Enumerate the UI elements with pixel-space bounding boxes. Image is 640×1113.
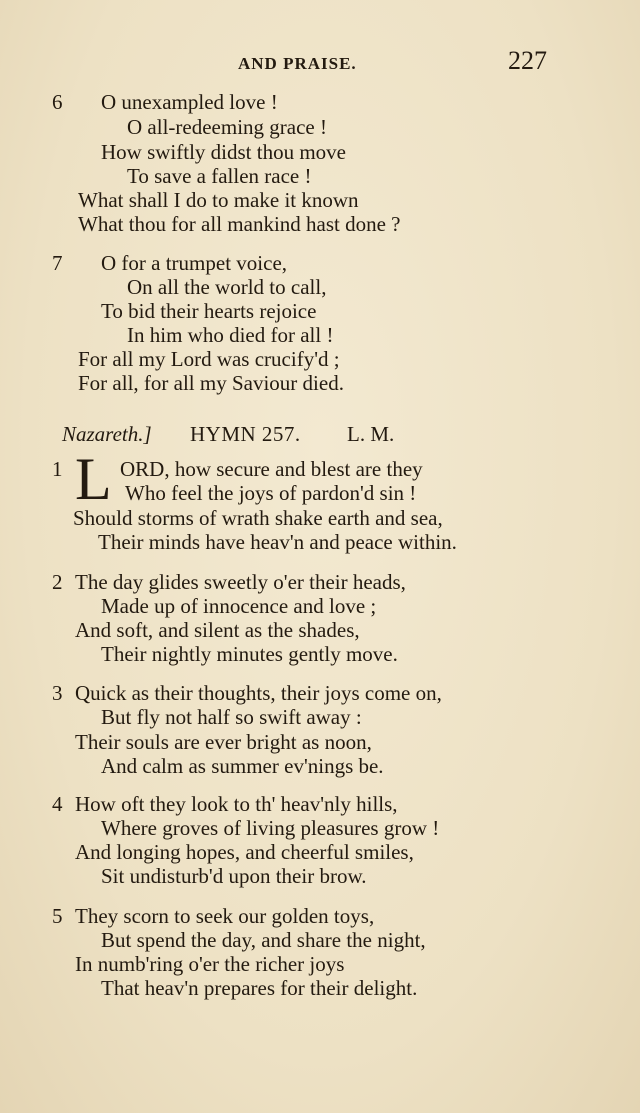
verse-line: Made up of innocence and love ; xyxy=(101,594,377,618)
verse-line: ORD, how secure and blest are they xyxy=(120,457,423,481)
verse-line: What shall I do to make it known xyxy=(78,188,359,212)
hymn-number: HYMN 257. xyxy=(190,422,301,446)
verse-line: O unexampled love ! xyxy=(101,90,278,114)
verse-line: What thou for all mankind hast done ? xyxy=(78,212,401,236)
stanza-number: 5 xyxy=(52,904,63,928)
verse-line: Their souls are ever bright as noon, xyxy=(75,730,372,754)
verse-line: How oft they look to th' heav'nly hills, xyxy=(75,792,398,816)
stanza-number: 6 xyxy=(52,90,63,114)
verse-line: But fly not half so swift away : xyxy=(101,705,362,729)
verse-line: But spend the day, and share the night, xyxy=(101,928,426,952)
verse-line: On all the world to call, xyxy=(127,275,327,299)
verse-line: For all my Lord was crucify'd ; xyxy=(78,347,340,371)
page-number: 227 xyxy=(508,46,547,75)
stanza-number: 4 xyxy=(52,792,63,816)
verse-line: Where groves of living pleasures grow ! xyxy=(101,816,440,840)
verse-line: How swiftly didst thou move xyxy=(101,140,346,164)
verse-line: The day glides sweetly o'er their heads, xyxy=(75,570,406,594)
verse-line: And longing hopes, and cheerful smiles, xyxy=(75,840,414,864)
verse-line: In him who died for all ! xyxy=(127,323,334,347)
tune-name: Nazareth.] xyxy=(62,422,152,446)
verse-line: They scorn to seek our golden toys, xyxy=(75,904,375,928)
verse-line: Quick as their thoughts, their joys come on, xyxy=(75,681,442,705)
verse-line: Their nightly minutes gently move. xyxy=(101,642,398,666)
running-head: AND PRAISE. xyxy=(238,54,357,73)
page-header xyxy=(0,48,640,82)
stanza-number: 1 xyxy=(52,457,63,481)
hymn-meter: L. M. xyxy=(347,422,395,446)
stanza-number: 2 xyxy=(52,570,63,594)
verse-line: For all, for all my Saviour died. xyxy=(78,371,344,395)
verse-line: To bid their hearts rejoice xyxy=(101,299,317,323)
hymn-title xyxy=(62,422,622,450)
verse-line: In numb'ring o'er the richer joys xyxy=(75,952,345,976)
verse-line: Their minds have heav'n and peace within. xyxy=(98,530,457,554)
verse-line: Who feel the joys of pardon'd sin ! xyxy=(125,481,417,505)
verse-line: And soft, and silent as the shades, xyxy=(75,618,360,642)
verse-line: That heav'n prepares for their delight. xyxy=(101,976,418,1000)
verse-line: O for a trumpet voice, xyxy=(101,251,288,275)
verse-line: Should storms of wrath shake earth and sea, xyxy=(73,506,443,530)
verse-line: Sit undisturb'd upon their brow. xyxy=(101,864,367,888)
verse-line: O all-redeeming grace ! xyxy=(127,115,327,139)
verse-line: And calm as summer ev'nings be. xyxy=(101,754,384,778)
drop-cap: L xyxy=(75,446,112,512)
stanza-number: 3 xyxy=(52,681,63,705)
verse-line: To save a fallen race ! xyxy=(127,164,312,188)
stanza-number: 7 xyxy=(52,251,63,275)
